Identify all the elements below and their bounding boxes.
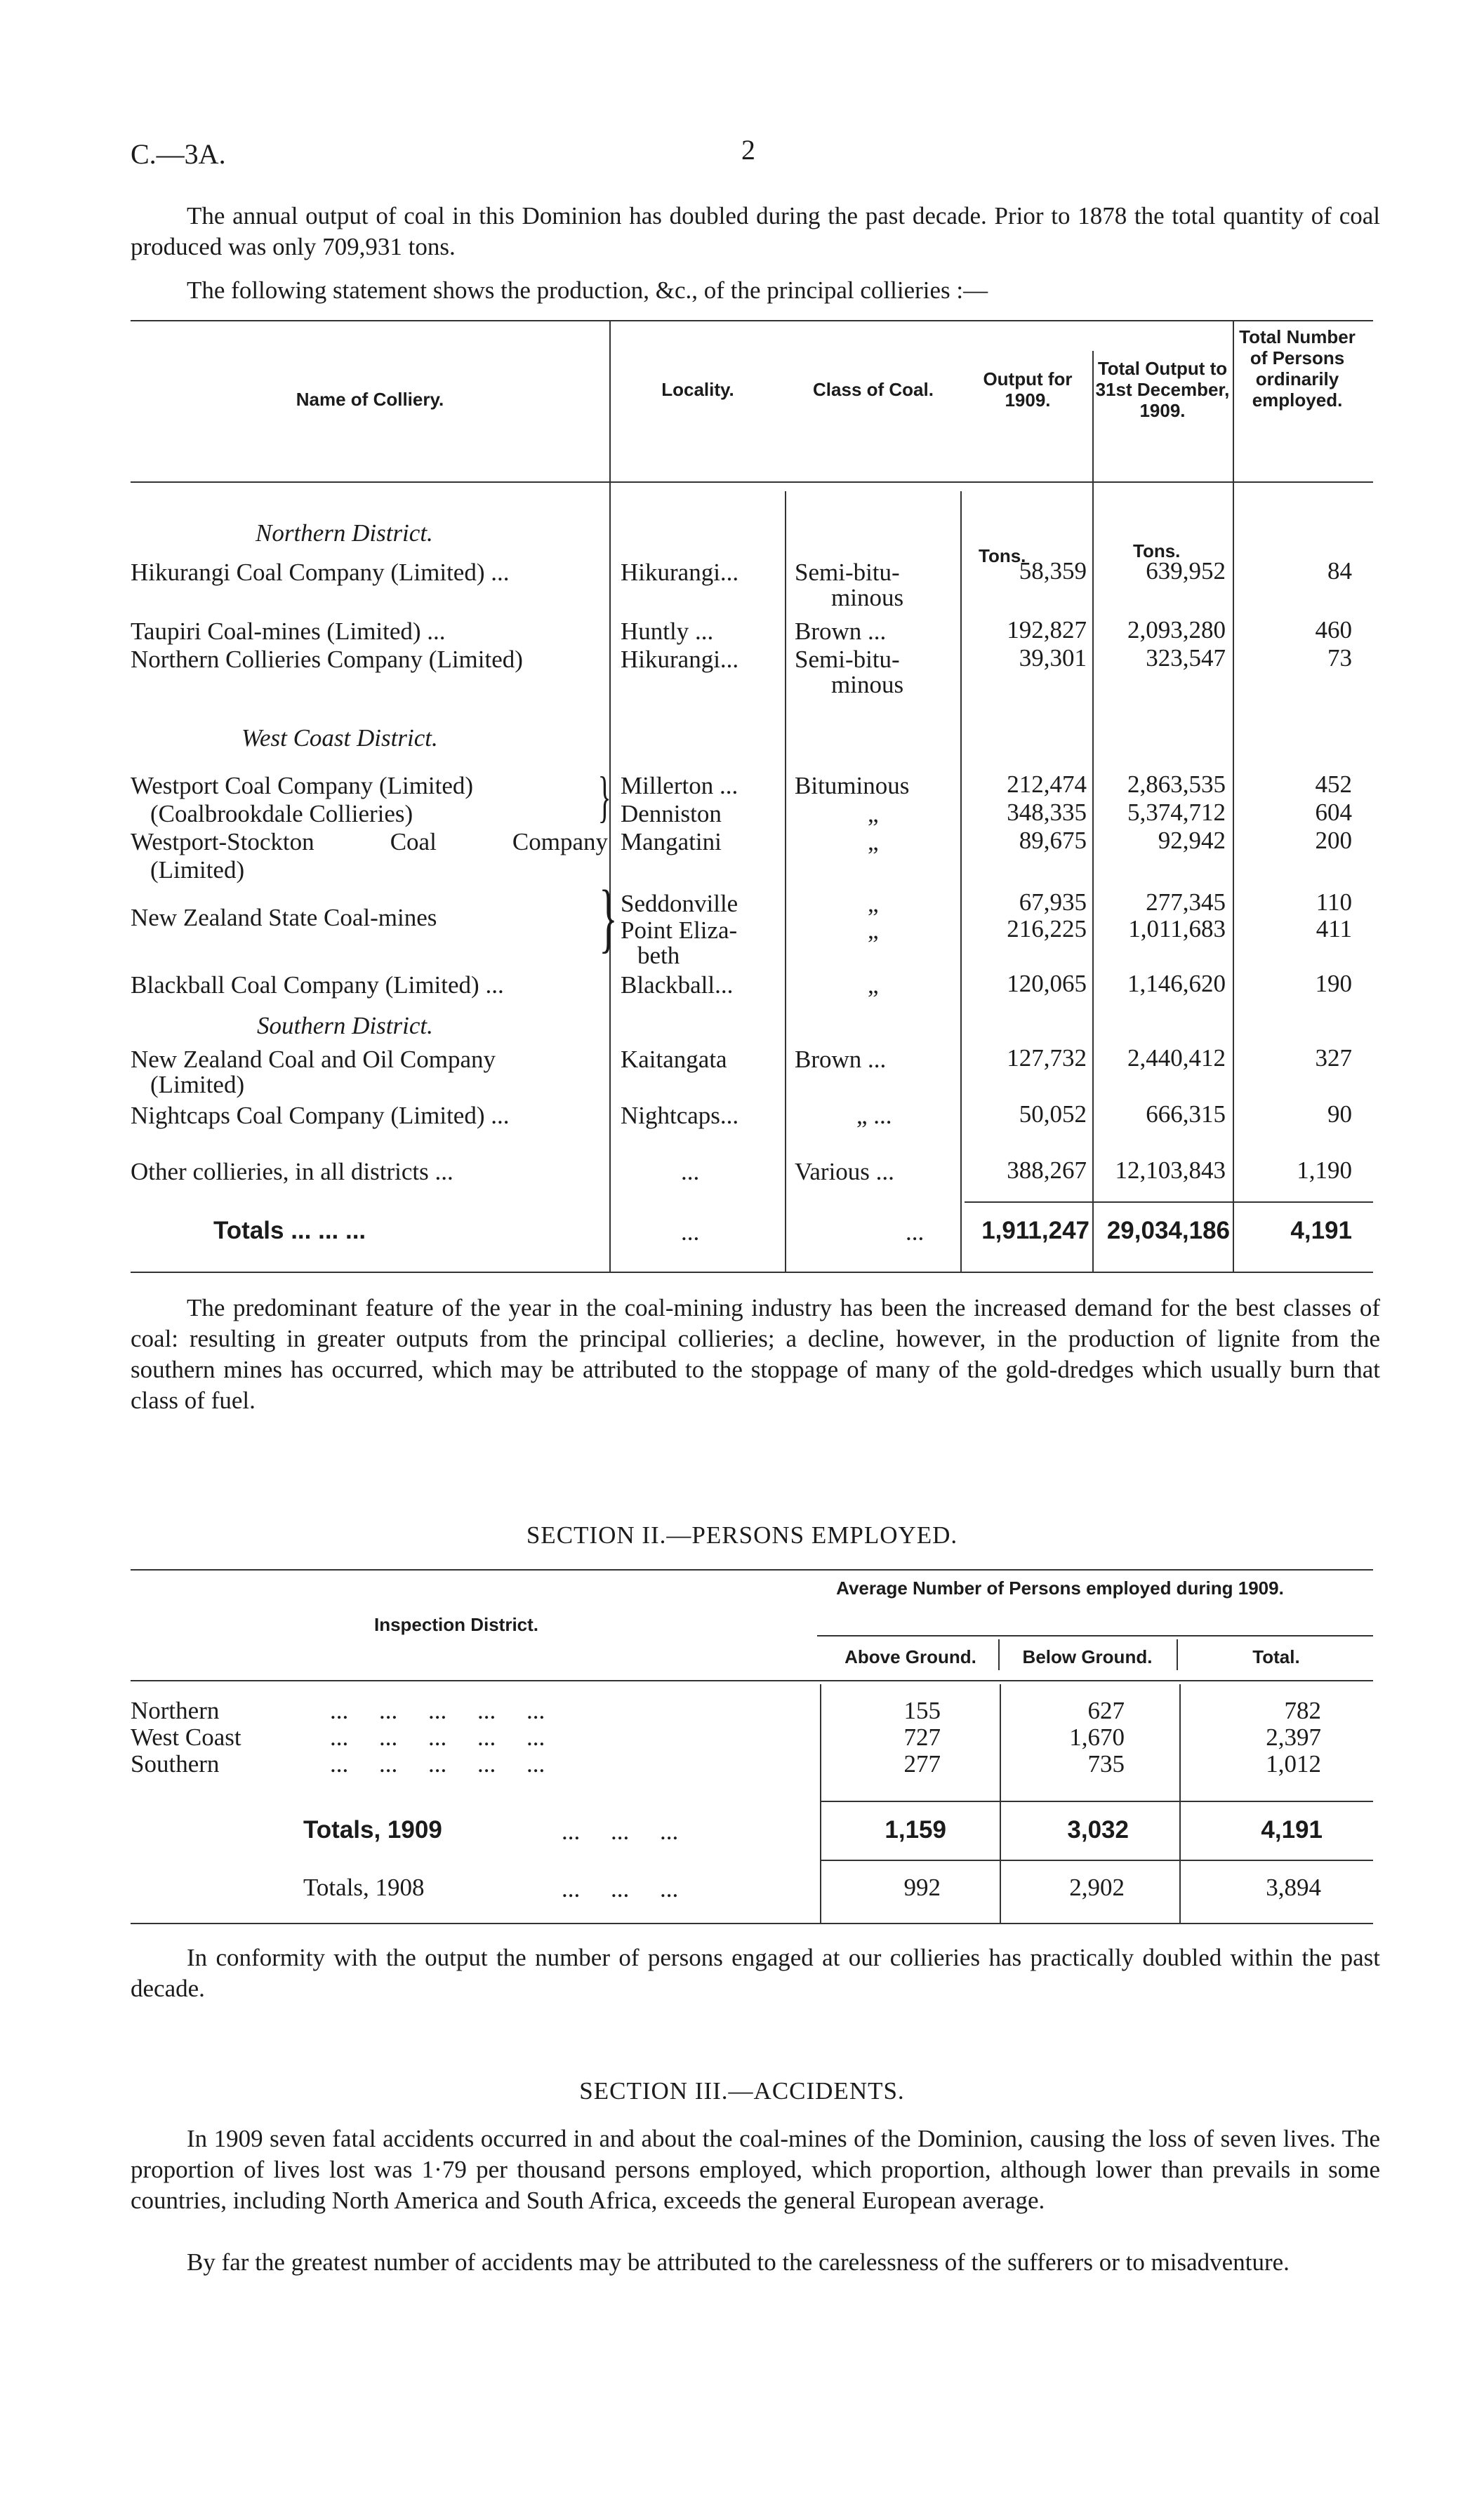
total-output: 12,103,843: [1115, 1156, 1226, 1184]
locality: Blackball...: [621, 971, 734, 999]
output-1909: 127,732: [1007, 1044, 1087, 1072]
output-1909: 67,935: [1019, 888, 1087, 916]
locality: Huntly ...: [621, 618, 714, 645]
statement-intro: The following statement shows the production, &c., of the principal collieries :—: [187, 276, 988, 304]
colliery-name: Northern Collieries Company (Limited): [131, 646, 523, 673]
total-output: 92,942: [1158, 827, 1226, 854]
total-output: 323,547: [1146, 644, 1226, 672]
demand-paragraph: The predominant feature of the year in the coal-mining industry has been the increased demand for the best classes of coal: resulting in greater outputs from the principal collieries; a decline, however, in the production of lignite from the southern mines has occurred, which may be attributed to the stoppage of many of the gold-dredges which usually burn that class of fuel.: [131, 1294, 1380, 1414]
output-1909: 348,335: [1007, 799, 1087, 826]
district-heading-west-coast: West Coast District.: [241, 724, 438, 752]
locality: Denniston: [621, 800, 722, 827]
output-1909: 50,052: [1019, 1100, 1087, 1128]
district-name: West Coast: [131, 1724, 241, 1751]
header-name-of-colliery: Name of Colliery.: [296, 389, 444, 410]
district-name: Southern: [131, 1750, 220, 1778]
below-ground: 627: [1087, 1697, 1125, 1724]
header-below-ground: Below Ground.: [1022, 1646, 1153, 1667]
output-1909: 58,359: [1019, 557, 1087, 585]
totals-label: Totals ... ... ...: [213, 1217, 366, 1244]
totals-1908-total: 3,894: [1266, 1874, 1321, 1901]
district-name: Northern: [131, 1697, 220, 1724]
colliery-name: (Coalbrookdale Collieries): [150, 800, 413, 827]
locality: Point Eliza-: [621, 916, 738, 944]
persons-employed: 452: [1315, 771, 1352, 798]
colliery-name: New Zealand Coal and Oil Company: [131, 1046, 496, 1073]
persons-note: In conformity with the output the number of persons engaged at our collieries has practically doubled within the past decade.: [131, 1944, 1380, 2002]
persons-employed: 327: [1315, 1044, 1352, 1072]
locality: Mangatini: [621, 828, 722, 855]
persons-employed: 73: [1327, 644, 1352, 672]
totals-1909-below: 3,032: [1067, 1816, 1129, 1844]
total-output: 666,315: [1146, 1100, 1226, 1128]
persons-employed: 90: [1327, 1100, 1352, 1128]
persons-employed: 200: [1315, 827, 1352, 854]
locality: Hikurangi...: [621, 559, 739, 586]
colliery-name: Blackball Coal Company (Limited) ...: [131, 971, 504, 999]
accidents-cause-paragraph: By far the greatest number of accidents may be attributed to the carelessness of the sufferers or to misadventure.: [187, 2248, 1290, 2276]
colliery-name: Westport-Stockton Coal Company: [131, 828, 608, 855]
total-output: 1,011,683: [1128, 915, 1226, 942]
header-total: Total.: [1252, 1646, 1300, 1667]
coal-class: Various ...: [795, 1158, 894, 1185]
coal-class-cont: minous: [831, 584, 904, 611]
brace-icon: }: [599, 874, 618, 960]
colliery-name: Taupiri Coal-mines (Limited) ...: [131, 618, 446, 645]
section-3-title: SECTION III.—ACCIDENTS.: [579, 2077, 905, 2105]
coal-class: „: [868, 890, 879, 917]
total-output: 5,374,712: [1127, 799, 1226, 826]
totals-persons: 4,191: [1290, 1217, 1352, 1244]
output-1909: 192,827: [1007, 616, 1087, 644]
persons-employed: 604: [1315, 799, 1352, 826]
colliery-name-cont: (Limited): [150, 856, 245, 884]
totals-class: ...: [906, 1218, 925, 1246]
colliery-name-cont: (Limited): [150, 1071, 245, 1098]
total-persons: 2,397: [1266, 1724, 1321, 1751]
locality: Nightcaps...: [621, 1102, 739, 1129]
header-class-of-coal: Class of Coal.: [813, 379, 934, 400]
header-output-1909: Output for 1909.: [983, 368, 1073, 411]
coal-class: „ ...: [856, 1102, 892, 1129]
persons-employed: 1,190: [1297, 1156, 1352, 1184]
brace-icon: }: [597, 766, 611, 828]
coal-class: Brown ...: [795, 618, 887, 645]
above-ground: 155: [903, 1697, 941, 1724]
total-persons: 782: [1284, 1697, 1321, 1724]
totals-1908-below: 2,902: [1069, 1874, 1125, 1901]
total-output: 2,440,412: [1127, 1044, 1226, 1072]
persons-employed: 84: [1327, 557, 1352, 585]
locality: Seddonville: [621, 890, 738, 917]
totals-total-output: 29,034,186: [1106, 1217, 1230, 1244]
leader-dots: ... ... ...: [562, 1875, 679, 1902]
locality: Millerton ...: [621, 772, 738, 799]
totals-1909-above: 1,159: [885, 1816, 946, 1844]
coal-class: „: [868, 828, 879, 855]
header-persons-employed: Total Number of Persons ordinarily employed.: [1239, 326, 1356, 411]
leader-dots: ... ... ... ... ...: [330, 1724, 545, 1751]
intro-paragraph: The annual output of coal in this Dominion has doubled during the past decade. Prior to 1878 the total quantity of coal produced was only 709,931 tons.: [131, 202, 1380, 260]
colliery-name: Hikurangi Coal Company (Limited) ...: [131, 559, 510, 586]
total-output: 639,952: [1146, 557, 1226, 585]
persons-employed: 460: [1315, 616, 1352, 644]
totals-1908-above: 992: [903, 1874, 941, 1901]
district-heading-southern: Southern District.: [257, 1012, 433, 1039]
coal-class: „: [868, 971, 879, 999]
header-total-output: Total Output to 31st December, 1909.: [1095, 358, 1230, 421]
total-output: 277,345: [1146, 888, 1226, 916]
header-inspection-district: Inspection District.: [373, 1614, 539, 1635]
leader-dots: ... ... ... ... ...: [330, 1750, 545, 1778]
total-persons: 1,012: [1266, 1750, 1321, 1778]
coal-class: Semi-bitu-: [795, 559, 900, 586]
totals-1909-total: 4,191: [1261, 1816, 1323, 1844]
output-1909: 120,065: [1007, 970, 1087, 997]
header-locality: Locality.: [661, 379, 734, 400]
below-ground: 735: [1087, 1750, 1125, 1778]
section-2-title: SECTION II.—PERSONS EMPLOYED.: [526, 1521, 958, 1549]
persons-employed: 110: [1316, 888, 1352, 916]
locality: ...: [681, 1158, 700, 1185]
leader-dots: ... ... ...: [562, 1818, 679, 1845]
locality-cont: beth: [637, 942, 680, 969]
unit-total-tons: Tons.: [1133, 540, 1181, 561]
page-number: 2: [741, 134, 755, 166]
above-ground: 727: [903, 1724, 941, 1751]
header-above-ground: Above Ground.: [844, 1646, 976, 1667]
unit-output-tons: Tons.: [979, 545, 1026, 566]
district-heading-northern: Northern District.: [256, 519, 433, 547]
coal-class: „: [868, 800, 879, 827]
header-average-persons: Average Number of Persons employed during 1909.: [836, 1578, 1284, 1599]
below-ground: 1,670: [1069, 1724, 1125, 1751]
totals-1909-label: Totals, 1909: [303, 1816, 442, 1844]
output-1909: 212,474: [1007, 771, 1087, 798]
output-1909: 89,675: [1019, 827, 1087, 854]
coal-class: Bituminous: [795, 772, 910, 799]
locality: Kaitangata: [621, 1046, 727, 1073]
colliery-name: Westport Coal Company (Limited): [131, 772, 474, 799]
persons-employed: 411: [1316, 915, 1352, 942]
output-1909: 39,301: [1019, 644, 1087, 672]
totals-1908-label: Totals, 1908: [303, 1874, 425, 1901]
total-output: 2,863,535: [1127, 771, 1226, 798]
total-output: 2,093,280: [1127, 616, 1226, 644]
colliery-name: Other collieries, in all districts ...: [131, 1158, 453, 1185]
totals-output: 1,911,247: [981, 1217, 1089, 1244]
output-1909: 216,225: [1007, 915, 1087, 942]
document-reference: C.—3A.: [131, 138, 226, 170]
colliery-name: Nightcaps Coal Company (Limited) ...: [131, 1102, 510, 1129]
output-1909: 388,267: [1007, 1156, 1087, 1184]
total-output: 1,146,620: [1127, 970, 1226, 997]
leader-dots: ... ... ... ... ...: [330, 1697, 545, 1724]
coal-class: Semi-bitu-: [795, 646, 900, 673]
totals-locality: ...: [681, 1218, 700, 1246]
coal-class: „: [868, 916, 879, 944]
above-ground: 277: [903, 1750, 941, 1778]
coal-class-cont: minous: [831, 671, 904, 698]
persons-employed: 190: [1315, 970, 1352, 997]
colliery-name: New Zealand State Coal-mines: [131, 904, 437, 931]
locality: Hikurangi...: [621, 646, 739, 673]
accidents-paragraph: In 1909 seven fatal accidents occurred in and about the coal-mines of the Dominion, causing the loss of seven lives. The proportion of lives lost was 1·79 per thousand persons employed, which proportion, although lower than prevails in some countries, including North America and South Africa, exceeds the general European average.: [131, 2125, 1380, 2214]
coal-class: Brown ...: [795, 1046, 887, 1073]
